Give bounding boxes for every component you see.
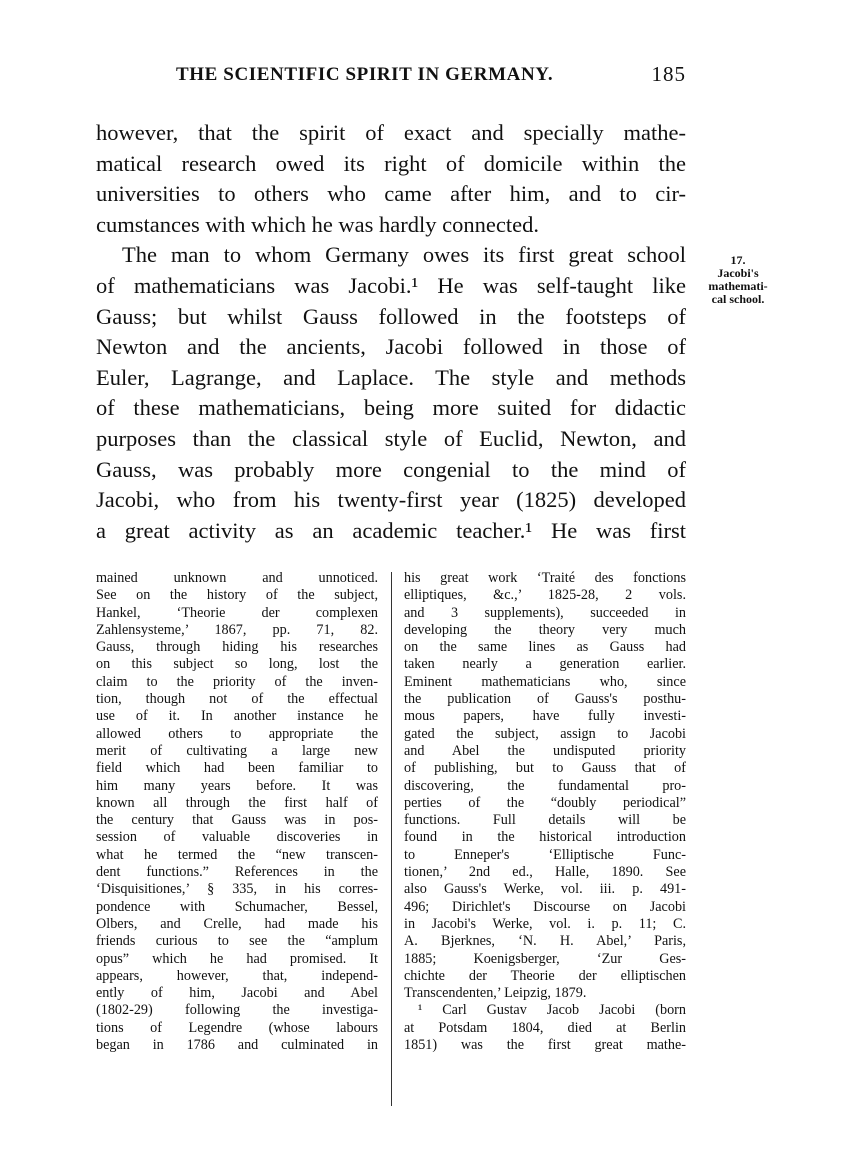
footnote-line: developing the theory very much	[404, 621, 686, 638]
footnote-line: his great work ‘Traité des fonctions	[404, 570, 686, 586]
footnote-line: field which had been familiar to	[96, 760, 378, 777]
text-line: of these mathematicians, being more suited for didactic	[96, 395, 686, 421]
footnote-line: chichte der Theorie der elliptischen	[404, 967, 686, 984]
footnote-line: elliptiques, &c.,’ 1825-28, 2 vols.	[404, 587, 686, 604]
text-line: Newton and the ancients, Jacobi followed in those of	[96, 334, 686, 360]
footnote-line: 1851) was the first great mathe-	[404, 1037, 686, 1054]
main-text	[96, 118, 686, 546]
column-divider	[391, 572, 392, 1106]
text-line: Gauss, was probably more congenial to the mind of	[96, 456, 686, 482]
footnote-line: discovering, the fundamental pro-	[404, 777, 686, 794]
text-line: Euler, Lagrange, and Laplace. The style and methods	[96, 364, 686, 390]
footnote-line: mained unknown and unnoticed.	[96, 570, 378, 586]
footnote-line: 1885; Koenigsberger, ‘Zur Ges-	[404, 950, 686, 967]
footnote-line: pondence with Schumacher, Bessel,	[96, 898, 378, 915]
margin-note-number: 17.	[730, 253, 746, 267]
footnote-column-left	[96, 570, 378, 1054]
text-line: universities to others who came after him, and to cir-	[96, 181, 686, 207]
footnote-line: Gauss, through hiding his researches	[96, 639, 378, 656]
footnote-line: merit of cultivating a large new	[96, 742, 378, 759]
footnotes	[96, 570, 690, 1110]
footnote-line: ¹ Carl Gustav Jacob Jacobi (born	[418, 1002, 686, 1019]
footnote-line: Eminent mathematicians who, since	[404, 673, 686, 690]
footnote-line: the century that Gauss was in pos-	[96, 812, 378, 829]
footnote-line: use of it. In another instance he	[96, 708, 378, 725]
footnote-line: ‘Disquisitiones,’ § 335, in his corres-	[96, 881, 378, 898]
footnote-line: on the same lines as Gauss had	[404, 639, 686, 656]
margin-note-line: mathemati-	[708, 279, 768, 293]
footnote-line: Olbers, and Crelle, had made his	[96, 915, 378, 932]
footnote-line: functions. Full details will be	[404, 812, 686, 829]
footnote-line: on this subject so long, lost the	[96, 656, 378, 673]
footnote-line: A. Bjerknes, ‘N. H. Abel,’ Paris,	[404, 933, 686, 950]
footnote-line: opus” which he had promised. It	[96, 950, 378, 967]
footnote-line: tion, though not of the effectual	[96, 691, 378, 708]
footnote-line: appears, however, that, independ-	[96, 967, 378, 984]
footnote-line: him many years before. It was	[96, 777, 378, 794]
page-header	[176, 64, 686, 90]
footnote-line: ently of him, Jacobi and Abel	[96, 985, 378, 1002]
page-number: 185	[651, 62, 686, 86]
footnote-column-right	[404, 570, 686, 1054]
text-line: a great activity as an academic teacher.¹ He was first	[96, 517, 686, 543]
footnote-line: and Abel the undisputed priority	[404, 742, 686, 759]
text-line: however, that the spirit of exact and specially mathe-	[96, 120, 686, 145]
footnote-line: in Jacobi's Werke, vol. i. p. 11; C.	[404, 915, 686, 932]
margin-note-line: cal school.	[711, 292, 765, 306]
text-line: cumstances with which he was hardly connected.	[96, 211, 539, 237]
footnote-line: Hankel, ‘Theorie der complexen	[96, 604, 378, 621]
running-title: THE SCIENTIFIC SPIRIT IN GERMANY.	[176, 64, 554, 85]
footnote-line: and 3 supplements), succeeded in	[404, 604, 686, 621]
footnote-line: perties of the “doubly periodical”	[404, 794, 686, 811]
footnote-line: claim to the priority of the inven-	[96, 673, 378, 690]
footnote-line: 496; Dirichlet's Discourse on Jacobi	[404, 898, 686, 915]
footnote-line: the publication of Gauss's posthu-	[404, 691, 686, 708]
footnote-line: tions of Legendre (whose labours	[96, 1019, 378, 1036]
text-line: matical research owed its right of domicile within the	[96, 150, 686, 176]
margin-note	[692, 254, 784, 306]
footnote-line: (1802-29) following the investiga-	[96, 1002, 378, 1019]
footnote-line: taken nearly a generation earlier.	[404, 656, 686, 673]
footnote-line: session of valuable discoveries in	[96, 829, 378, 846]
text-line: Jacobi, who from his twenty-first year (1825) developed	[96, 487, 686, 513]
footnote-line: dent functions.” References in the	[96, 864, 378, 881]
text-line: of mathematicians was Jacobi.¹ He was self-taught like	[96, 272, 686, 298]
footnote-line: what he termed the “new transcen-	[96, 846, 378, 863]
footnote-line: tionen,’ 2nd ed., Halle, 1890. See	[404, 864, 686, 881]
footnote-line: at Potsdam 1804, died at Berlin	[404, 1019, 686, 1036]
footnote-line: Transcendenten,’ Leipzig, 1879.	[404, 985, 587, 1002]
footnote-line: mous papers, have fully investi-	[404, 708, 686, 725]
margin-note-line: Jacobi's	[717, 266, 759, 280]
footnote-line: gated the subject, assign to Jacobi	[404, 725, 686, 742]
text-line: purposes than the classical style of Euclid, Newton, and	[96, 425, 686, 451]
footnote-line: known all through the first half of	[96, 794, 378, 811]
footnote-line: to Enneper's ‘Elliptische Func-	[404, 846, 686, 863]
footnote-line: of publishing, but to Gauss that of	[404, 760, 686, 777]
text-line: The man to whom Germany owes its first great school	[122, 242, 686, 268]
text-line: Gauss; but whilst Gauss followed in the footsteps of	[96, 303, 686, 329]
footnote-line: See on the history of the subject,	[96, 587, 378, 604]
footnote-line: found in the historical introduction	[404, 829, 686, 846]
footnote-line: began in 1786 and culminated in	[96, 1037, 378, 1054]
footnote-line: also Gauss's Werke, vol. iii. p. 491-	[404, 881, 686, 898]
footnote-line: friends curious to see the “amplum	[96, 933, 378, 950]
footnote-line: allowed others to appropriate the	[96, 725, 378, 742]
footnote-line: Zahlensysteme,’ 1867, pp. 71, 82.	[96, 621, 378, 638]
